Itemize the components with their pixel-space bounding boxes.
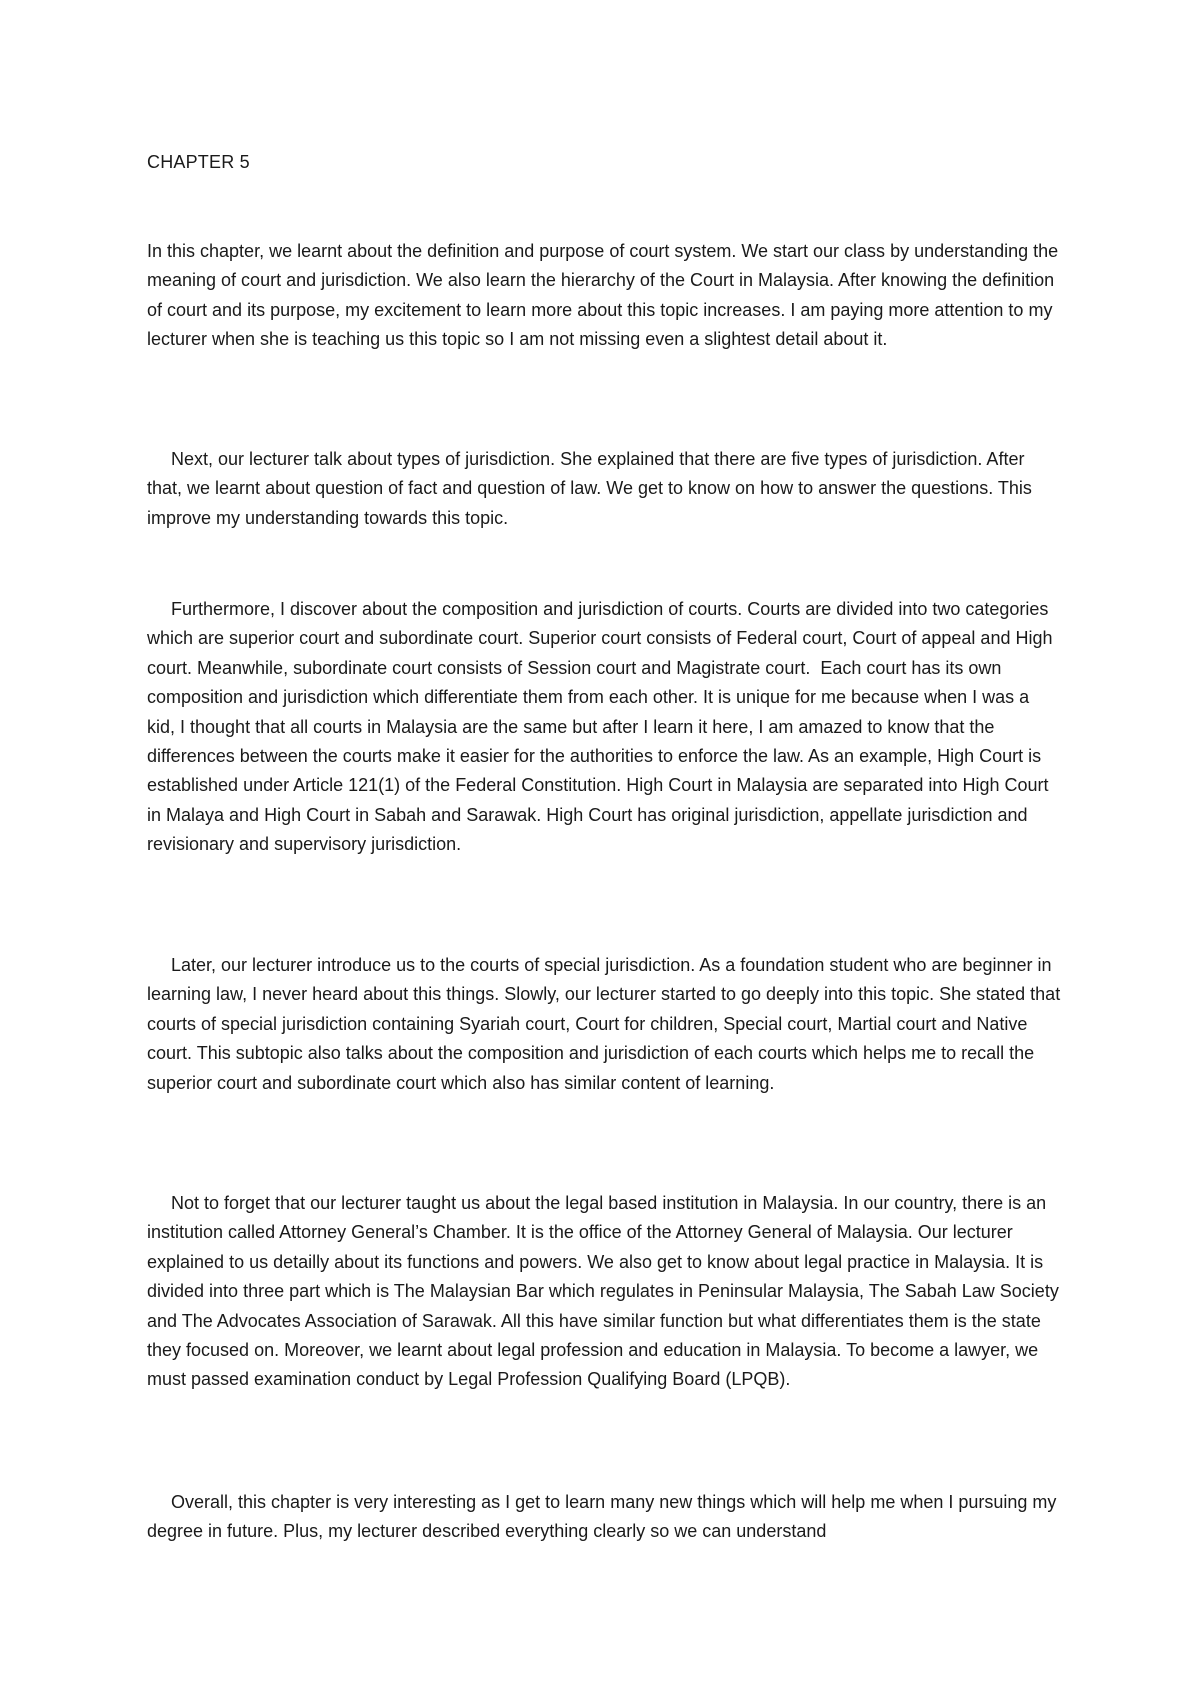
paragraph-special-jurisdiction: Later, our lecturer introduce us to the courts of special jurisdiction. As a foundation student who are beginner in learning law, I never heard about this things. Slowly, our lecturer started to go deeply into this topic. She stated that courts of special jurisdiction containing Syariah court, Court for children, Special court, Martial court and Native court. This subtopic also talks about the composition and jurisdiction of each courts which helps me to recall the superior court and subordinate court which also has similar content of learning.: [147, 955, 1066, 1093]
paragraph-overall: Overall, this chapter is very interesting as I get to learn many new things which will help me when I pursuing my degree in future. Plus, my lecturer described everything clearly so we can understand: [147, 1492, 1062, 1542]
chapter-heading: CHAPTER 5: [147, 152, 250, 172]
paragraph-legal-institutions: Not to forget that our lecturer taught us about the legal based institution in Malaysia. In our country, there is an institution called Attorney General’s Chamber. It is the office of the Attorney General of Malaysia. Our lecturer explained to us detailly about its functions and powers. We also get to know about legal practice in Malaysia. It is divided into three part which is The Malaysian Bar which regulates in Peninsular Malaysia, The Sabah Law Society and The Advocates Association of Sarawak. All this have similar function but what differentiates them is the state they focused on. Moreover, we learnt about legal profession and education in Malaysia. To become a lawyer, we must passed examination conduct by Legal Profession Qualifying Board (LPQB).: [147, 1193, 1064, 1390]
paragraph-intro: In this chapter, we learnt about the definition and purpose of court system. We start our class by understanding the meaning of court and jurisdiction. We also learn the hierarchy of the Court in Malaysia. After knowing the definition of court and its purpose, my excitement to learn more about this topic increases. I am paying more attention to my lecturer when she is teaching us this topic so I am not missing even a slightest detail about it.: [147, 241, 1064, 350]
paragraph-jurisdiction-types: Next, our lecturer talk about types of jurisdiction. She explained that there are five types of jurisdiction. After that, we learnt about question of fact and question of law. We get to know on how to answer the questions. This improve my understanding towards this topic.: [147, 449, 1037, 528]
paragraph-court-composition: Furthermore, I discover about the composition and jurisdiction of courts. Courts are divided into two categories which are superior court and subordinate court. Superior court consists of Federal court, Court of appeal and High court. Meanwhile, subordinate court consists of Session court and Magistrate court. Each court has its own composition and jurisdiction which differentiate them from each other. It is unique for me because when I was a kid, I thought that all courts in Malaysia are the same but after I learn it here, I am amazed to know that the differences between the courts make it easier for the authorities to enforce the law. As an example, High Court is established under Article 121(1) of the Federal Constitution. High Court in Malaysia are separated into High Court in Malaya and High Court in Sabah and Sarawak. High Court has original jurisdiction, appellate jurisdiction and revisionary and supervisory jurisdiction.: [147, 599, 1058, 855]
